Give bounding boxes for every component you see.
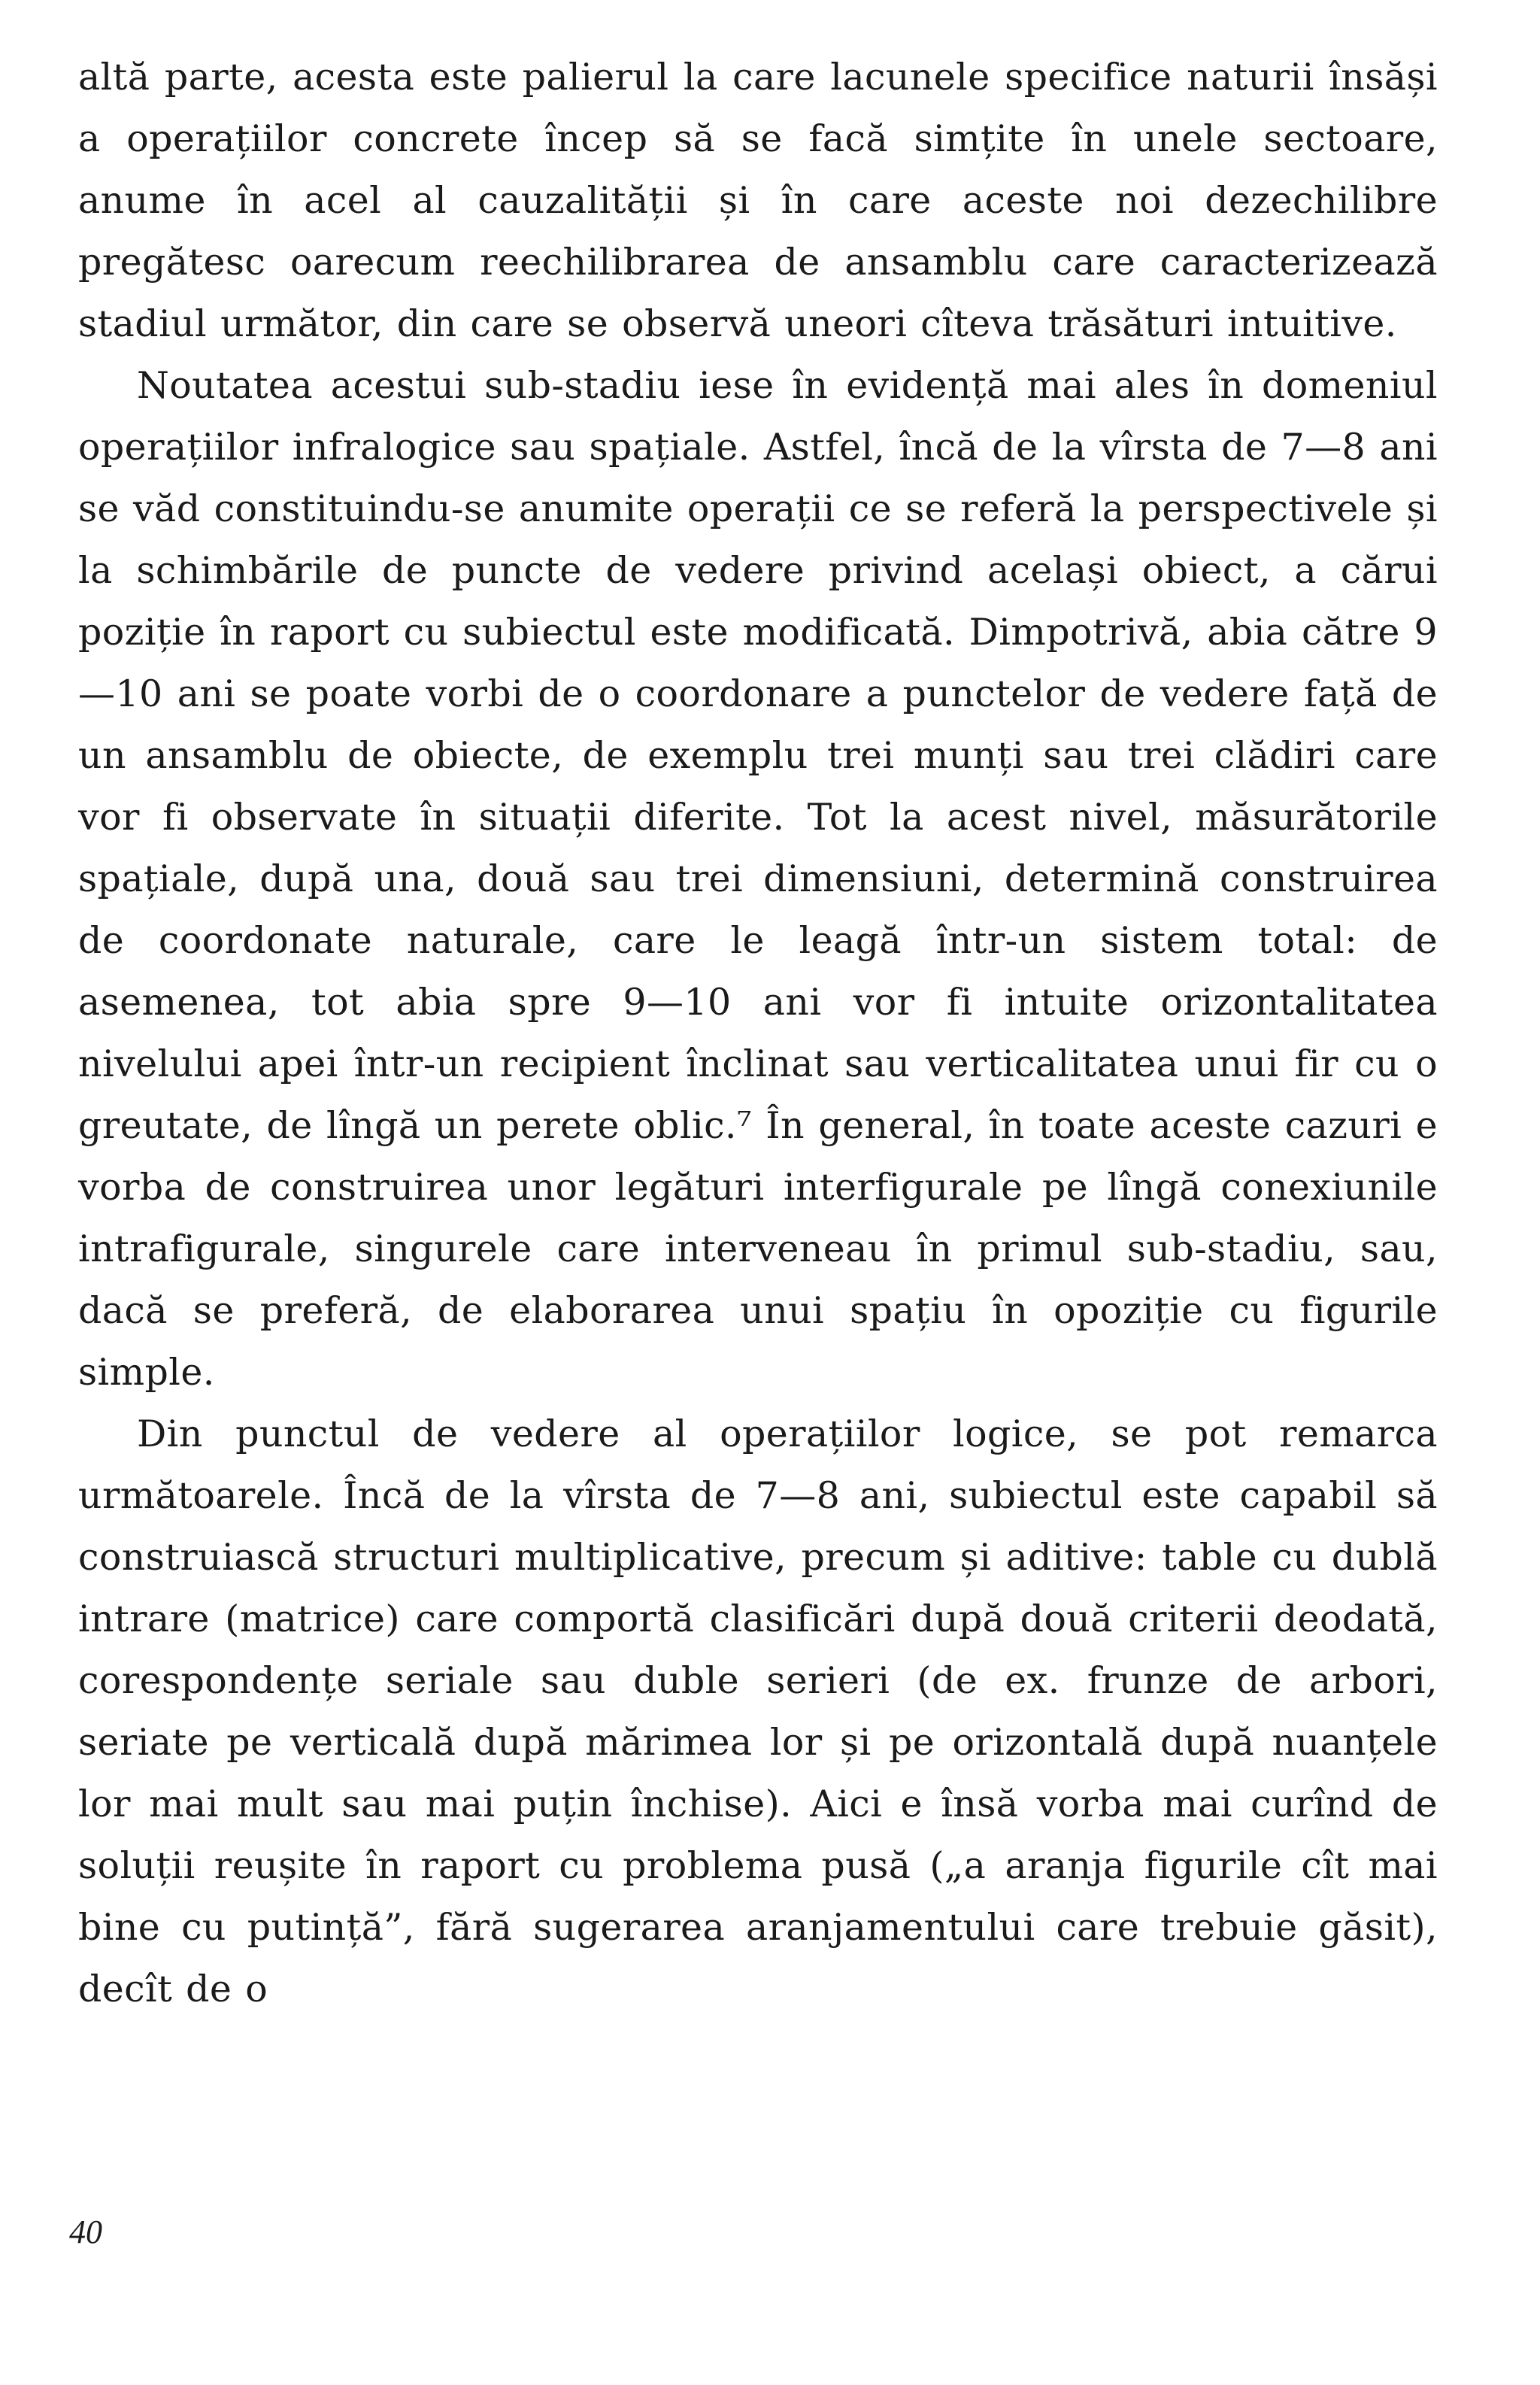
page-number: 40 (69, 2214, 102, 2250)
paragraph-2: Noutatea acestui sub-stadiu iese în evidență mai ales în domeniul operațiilor infralogice sau spațiale. Astfel, încă de la vîrsta de 7—8 ani se văd constituindu-se anumite operații ce se referă la perspectivele și la schimbările de puncte de vedere privind același obiect, a cărui poziție în raport cu subiectul este modificată. Dimpotrivă, abia către 9—10 ani se poate vorbi de o coordonare a punctelor de vedere față de un ansamblu de obiecte, de exemplu trei munți sau trei clădiri care vor fi observate în situații diferite. Tot la acest nivel, măsurătorile spațiale, după una, două sau trei dimensiuni, determină construirea de coordonate naturale, care le leagă într-un sistem total: de asemenea, tot abia spre 9—10 ani vor fi intuite orizontalitatea nivelului apei într-un recipient înclinat sau verticalitatea unui fir cu o greutate, de lîngă un perete oblic.⁷ În general, în toate aceste cazuri e vorba de construirea unor legături interfigurale pe lîngă conexiunile intrafigurale, singurele care interveneau în primul sub-stadiu, sau, dacă se preferă, de elaborarea unui spațiu în opoziție cu figurile simple. (78, 364, 1438, 1394)
page-body (78, 47, 1438, 2020)
paragraph-3: Din punctul de vedere al operațiilor logice, se pot remarca următoarele. Încă de la vîrsta de 7—8 ani, subiectul este capabil să construiască structuri multiplicative, precum și aditive: table cu dublă intrare (matrice) care comportă clasificări după două criterii deodată, corespondențe seriale sau duble serieri (de ex. frunze de arbori, seriate pe verticală după mărimea lor și pe orizontală după nuanțele lor mai mult sau mai puțin închise). Aici e însă vorba mai curînd de soluții reușite în raport cu problema pusă („a aranja figurile cît mai bine cu putință”, fără sugerarea aranjamentului care trebuie găsit), decît de o (78, 1412, 1438, 2010)
paragraph-1: altă parte, acesta este palierul la care lacunele specifice naturii însăși a operațiilor concrete încep să se facă simțite în unele sectoare, anume în acel al cauzalității și în care aceste noi dezechilibre pregătesc oarecum reechilibrarea de ansamblu care caracterizează stadiul următor, din care se observă uneori cîteva trăsături intuitive. (78, 56, 1438, 345)
